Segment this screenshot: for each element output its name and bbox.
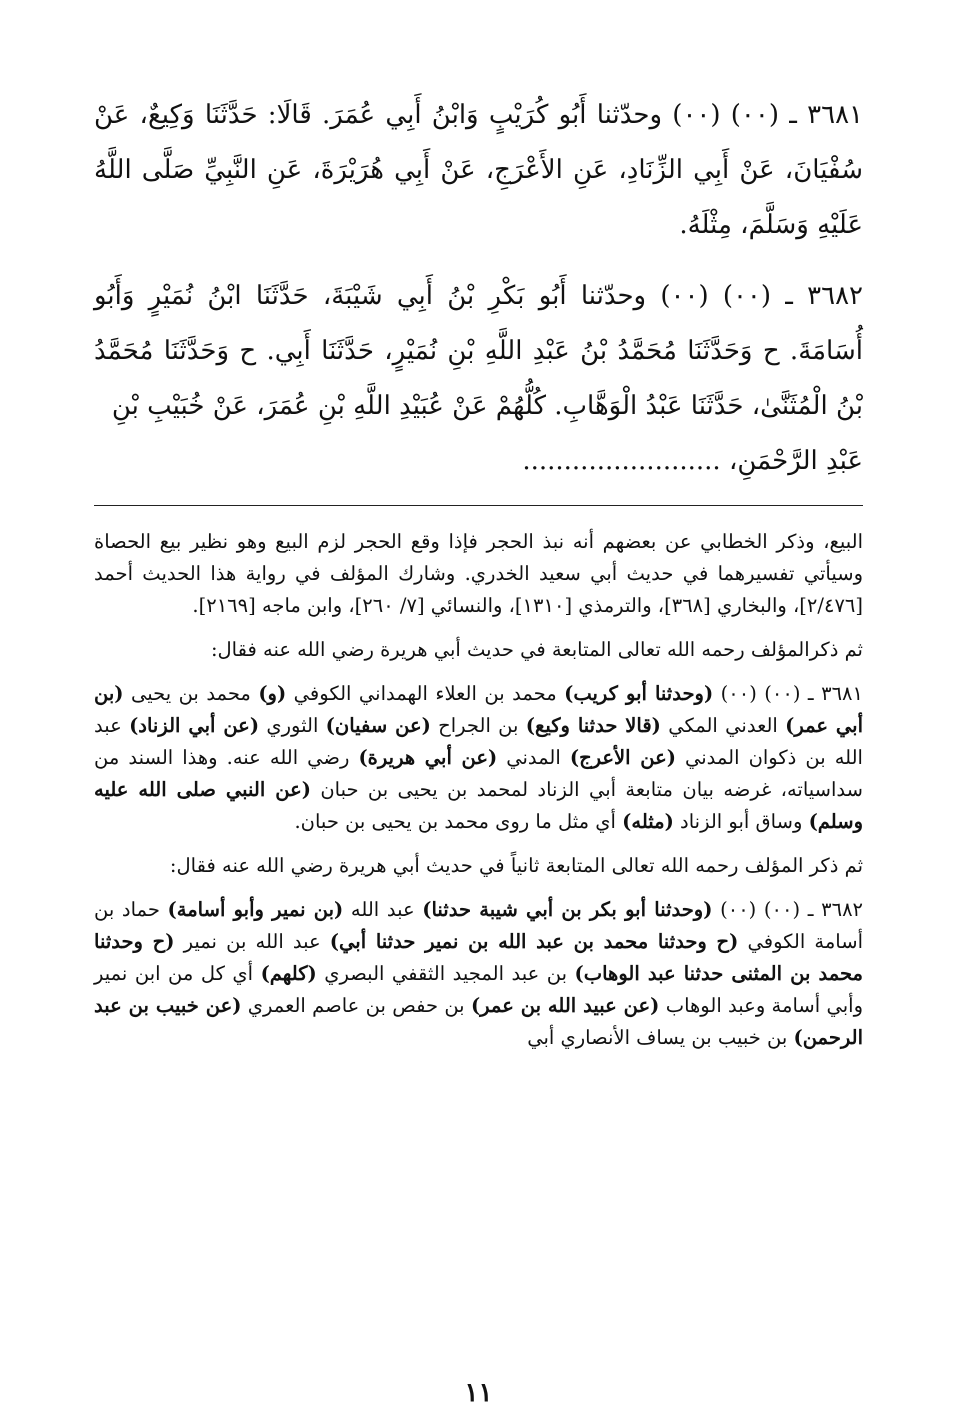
text-segment: المدني <box>497 746 570 769</box>
text-segment: بن خبيب بن يساف الأنصاري أبي <box>527 1026 794 1049</box>
bold-quote-segment: (بن أبي عمر) <box>94 682 864 737</box>
text-segment: بن عبد المجيد الثقفي البصري <box>316 962 575 985</box>
text-segment: رضي الله عنه. وهذا السند من سداسياته، غرضه بيان متابعة أبي الزناد لمحمد بن يحيى بن حبان <box>94 746 864 801</box>
bold-quote-segment: (ح وحدثنا محمد بن عبد الله بن نمير حدثنا أبي) <box>329 930 739 953</box>
text-segment: ٣٦٨١ ـ (٠٠) (٠٠) <box>713 682 863 705</box>
text-segment: وساق أبو الزناد <box>673 810 809 833</box>
text-segment: حماد بن أسامة الكوفي <box>94 898 864 953</box>
bold-quote-segment: (وحدثنا أبو بكر بن أبي شيبة حدثنا) <box>422 898 713 921</box>
text-segment: بن الجراح <box>430 714 526 737</box>
bold-quote-segment: (ح وحدثنا محمد بن المثنى حدثنا عبد الوهاب) <box>94 930 863 985</box>
bold-quote-segment: (عن خبيب بن عبد الرحمن) <box>94 994 863 1049</box>
bold-quote-segment: (مثله) <box>622 810 674 833</box>
bold-quote-segment: (وحدثنا أبو كريب) <box>564 682 714 705</box>
hadith-3682-body: ٣٦٨٢ ـ (٠٠) (٠٠) وحدّثنا أَبُو بَكْرِ بْنُ أَبِي شَيْبَةَ، حَدَّثَنَا ابْنُ نُمَيْرٍ وَأَبُو أُسَامَةَ. ح وَحَدَّثَنَا مُحَمَّدُ بْنُ عَبْدِ اللَّهِ بْنِ نُمَيْرٍ، حَدَّثَنَا أَبِي. ح وَحَدَّثَنَا مُحَمَّدُ بْنُ الْمُثَنَّىٰ، حَدَّثَنَا عَبْدُ الْوَهَّابِ. كُلُّهُمْ عَنْ عُبَيْدِ اللَّهِ بْنِ عُمَرَ، عَنْ خُبَيْبِ بْنِ <box>94 281 864 421</box>
bold-quote-segment: (و) <box>258 682 287 705</box>
text-segment: أي كل من ابن نمير وأبي أسامة وعبد الوهاب <box>94 962 863 1017</box>
hadith-3682 <box>94 269 863 489</box>
bold-quote-segment: (عن الأعرج) <box>569 746 676 769</box>
text-segment: الثوري <box>259 714 326 737</box>
book-page <box>94 88 864 1408</box>
bold-quote-segment: (قالا حدثنا وكيع) <box>525 714 661 737</box>
bold-quote-segment: (عن أبي الزناد) <box>129 714 260 737</box>
commentary <box>94 526 863 1054</box>
bold-quote-segment: (كلهم) <box>260 962 317 985</box>
hadith-3682-continuation: عَبْدِ الرَّحْمَنِ، ........................ <box>522 446 863 476</box>
commentary-paragraph-4: ثم ذكر المؤلف رحمه الله تعالى المتابعة ثانياً في حديث أبي هريرة رضي الله عنه فقال: <box>169 854 863 877</box>
text-segment: أي مثل ما روى محمد بن يحيى بن حبان. <box>294 810 623 833</box>
text-segment: محمد بن العلاء الهمداني الكوفي <box>286 682 565 705</box>
commentary-paragraph-1: البيع، وذكر الخطابي عن بعضهم أنه نبذ الحجر فإذا وقع الحجر لزم البيع وهو نظير بيع الحصاة وسيأتي تفسيرهما في حديث أبي سعيد الخدري. وشارك المؤلف في رواية هذا الحديث أحمد [٢/٤٧٦]، والبخاري [٣٦٨]، والترمذي [١٣١٠]، والنسائي [٧/ ٢٦٠]، وابن ماجه [٢١٦٩]. <box>94 530 863 617</box>
bold-quote-segment: (عن سفيان) <box>325 714 431 737</box>
hadith-text <box>94 88 863 489</box>
bold-quote-segment: (عن أبي هريرة) <box>358 746 498 769</box>
footnote-divider <box>94 505 863 506</box>
text-segment: ٣٦٨٢ ـ (٠٠) (٠٠) <box>712 898 864 921</box>
text-segment: محمد بن يحيى <box>123 682 259 705</box>
text-segment: عبد الله بن ذكوان المدني <box>94 714 863 769</box>
bold-quote-segment: (عن عبيد الله بن عمر) <box>470 994 660 1017</box>
bold-quote-segment: (عن النبي صلى الله عليه وسلم) <box>94 778 863 833</box>
commentary-3681 <box>94 678 863 838</box>
text-segment: العدني المكي <box>660 714 786 737</box>
commentary-3682 <box>94 894 863 1054</box>
text-segment: عبد الله بن نمير <box>174 930 330 953</box>
bold-quote-segment: (بن نمير وأبو أسامة) <box>167 898 344 921</box>
hadith-3681: ٣٦٨١ ـ (٠٠) (٠٠) وحدّثنا أَبُو كُرَيْبٍ وَابْنُ أَبِي عُمَرَ. قَالَا: حَدَّثَنَا وَكِيعٌ، عَنْ سُفْيَانَ، عَنْ أَبِي الزِّنَادِ، عَنِ الأَعْرَجِ، عَنْ أَبِي هُرَيْرَةَ، عَنِ النَّبِيِّ صَلَّى اللَّهُ عَلَيْهِ وَسَلَّمَ، مِثْلَهُ. <box>94 100 863 240</box>
commentary-paragraph-2: ثم ذكرالمؤلف رحمه الله تعالى المتابعة في حديث أبي هريرة رضي الله عنه فقال: <box>210 638 863 661</box>
text-segment: بن حفص بن عاصم العمري <box>241 994 471 1017</box>
text-segment: عبد الله <box>343 898 423 921</box>
page-number: ١١ <box>464 1378 493 1408</box>
